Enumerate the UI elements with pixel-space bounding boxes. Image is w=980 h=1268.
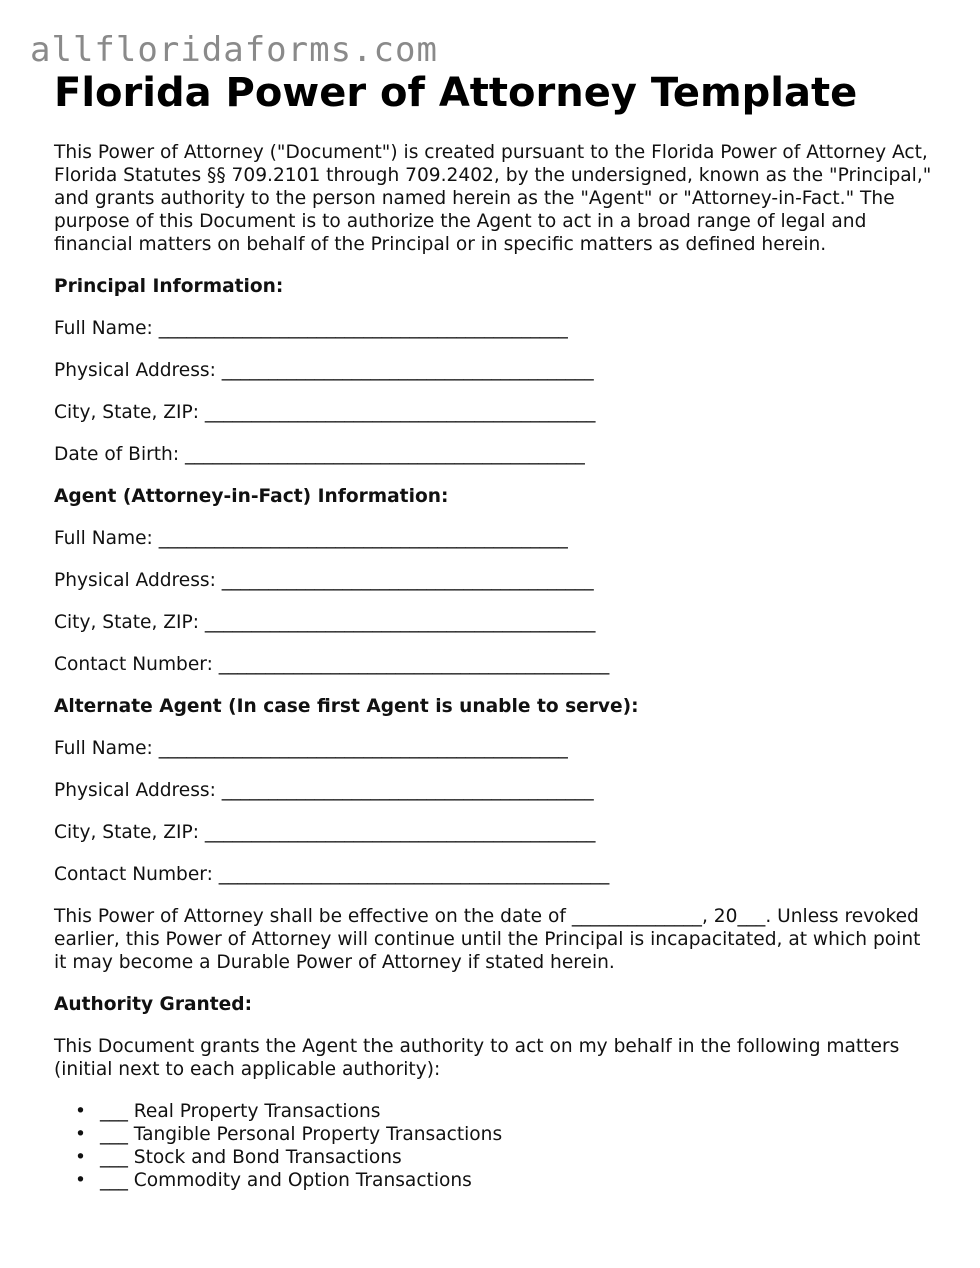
agent-contact-number-field[interactable]: Contact Number: __________________________________________ [54,654,610,675]
document-body [54,141,934,1192]
authority-item-stock-bond[interactable]: • ___ Stock and Bond Transactions [100,1146,934,1169]
intro-paragraph: This Power of Attorney ("Document") is created pursuant to the Florida Power of Attorney Act, Florida Statutes §§ 709.2101 through 709.2402, by the undersigned, known as the "Principal," and grants authority to the person named herein as the "Agent" or "Attorney-in-Fact." The purpose of this Document is to authorize the Agent to act in a broad range of legal and financial matters on behalf of the Principal or in specific matters as defined herein. [54,142,932,255]
authority-description: This Document grants the Agent the authority to act on my behalf in the following matters (initial next to each applicable authority): [54,1036,900,1080]
authority-item-real-property[interactable]: • ___ Real Property Transactions [100,1100,934,1123]
alternate-contact-number-field[interactable]: Contact Number: __________________________________________ [54,864,610,885]
authority-heading: Authority Granted: [54,994,253,1015]
alternate-city-state-zip-field[interactable]: City, State, ZIP: __________________________________________ [54,822,596,843]
agent-full-name-field[interactable]: Full Name: ____________________________________________ [54,528,568,549]
principal-full-name-field[interactable]: Full Name: ____________________________________________ [54,318,568,339]
alternate-address-field[interactable]: Physical Address: ________________________________________ [54,780,594,801]
principal-heading: Principal Information: [54,276,284,297]
agent-heading: Agent (Attorney-in-Fact) Information: [54,486,449,507]
authority-item-commodity-option[interactable]: • ___ Commodity and Option Transactions [100,1169,934,1192]
principal-address-field[interactable]: Physical Address: ________________________________________ [54,360,594,381]
site-watermark: allfloridaforms.com [30,30,438,70]
principal-city-state-zip-field[interactable]: City, State, ZIP: __________________________________________ [54,402,596,423]
agent-city-state-zip-field[interactable]: City, State, ZIP: __________________________________________ [54,612,596,633]
alternate-full-name-field[interactable]: Full Name: ____________________________________________ [54,738,568,759]
agent-address-field[interactable]: Physical Address: ________________________________________ [54,570,594,591]
alternate-agent-heading: Alternate Agent (In case first Agent is unable to serve): [54,696,639,717]
document-title: Florida Power of Attorney Template [54,70,858,116]
principal-date-of-birth-field[interactable]: Date of Birth: ___________________________________________ [54,444,585,465]
authority-list [54,1100,934,1192]
authority-item-tangible-property[interactable]: • ___ Tangible Personal Property Transactions [100,1123,934,1146]
effective-date-paragraph: This Power of Attorney shall be effective on the date of ______________, 20___. Unless revoked earlier, this Power of Attorney will continue until the Principal is incapacitated, at which point it may become a Durable Power of Attorney if stated herein. [54,906,921,973]
